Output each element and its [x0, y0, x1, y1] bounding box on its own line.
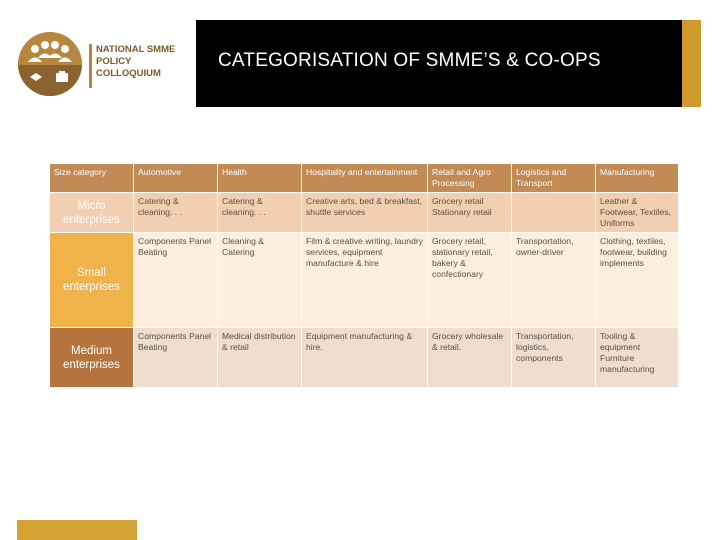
logo-divider: [89, 44, 92, 88]
header-hospitality: Hospitality and entertainment: [302, 164, 428, 193]
table-cell: Transportation, logistics, components: [512, 328, 596, 388]
table-cell: Medical distribution & retail: [218, 328, 302, 388]
table-cell: Equipment manufacturing & hire.: [302, 328, 428, 388]
table-cell: Transportation, owner-driver: [512, 233, 596, 328]
table-cell: Leather & Footwear, Textiles, Uniforms: [596, 193, 679, 233]
table-cell: Clothing, textiles, footwear, building implements: [596, 233, 679, 328]
colloquium-logo: [18, 32, 188, 98]
table-cell: Components Panel Beating: [134, 328, 218, 388]
categorisation-table: [49, 163, 678, 388]
table-header-row: [50, 164, 679, 193]
header-logistics: Logistics and Transport: [512, 164, 596, 193]
table-cell: Components Panel Beating: [134, 233, 218, 328]
size-label-small: Small enterprises: [50, 233, 134, 328]
table-cell: Grocery wholesale & retail.: [428, 328, 512, 388]
title-accent-bar: [682, 20, 701, 107]
table-cell: Creative arts, bed & breakfast, shuttle services: [302, 193, 428, 233]
table-row-micro: [50, 193, 679, 233]
table-cell: Catering & cleaning. . .: [134, 193, 218, 233]
table-cell: Film & creative writing, laundry services, equipment manufacture & hire: [302, 233, 428, 328]
footer-accent-bar: [17, 520, 137, 540]
header-size-category: Size category: [50, 164, 134, 193]
people-emblem-icon: [18, 32, 82, 96]
table-cell: Catering & cleaning. . .: [218, 193, 302, 233]
header-health: Health: [218, 164, 302, 193]
table-cell: Tooling & equipment Furniture manufacturing: [596, 328, 679, 388]
table-row-small: [50, 233, 679, 328]
header-manufacturing: Manufacturing: [596, 164, 679, 193]
slide-title: CATEGORISATION OF SMME’S & CO-OPS: [218, 50, 601, 71]
table-cell: Grocery retail Stationary retail: [428, 193, 512, 233]
header-automotive: Automotive: [134, 164, 218, 193]
table-cell: Cleaning & Catering: [218, 233, 302, 328]
size-label-micro: Micro enterprises: [50, 193, 134, 233]
title-bar: [196, 20, 682, 107]
table-cell: Grocery retail, stationary retail, bakery & confectionary: [428, 233, 512, 328]
table-cell: [512, 193, 596, 233]
logo-wordmark: NATIONAL SMME POLICY COLLOQUIUM: [96, 44, 176, 79]
size-label-medium: Medium enterprises: [50, 328, 134, 388]
table-row-medium: [50, 328, 679, 388]
header-retail-agro: Retail and Agro Processing: [428, 164, 512, 193]
